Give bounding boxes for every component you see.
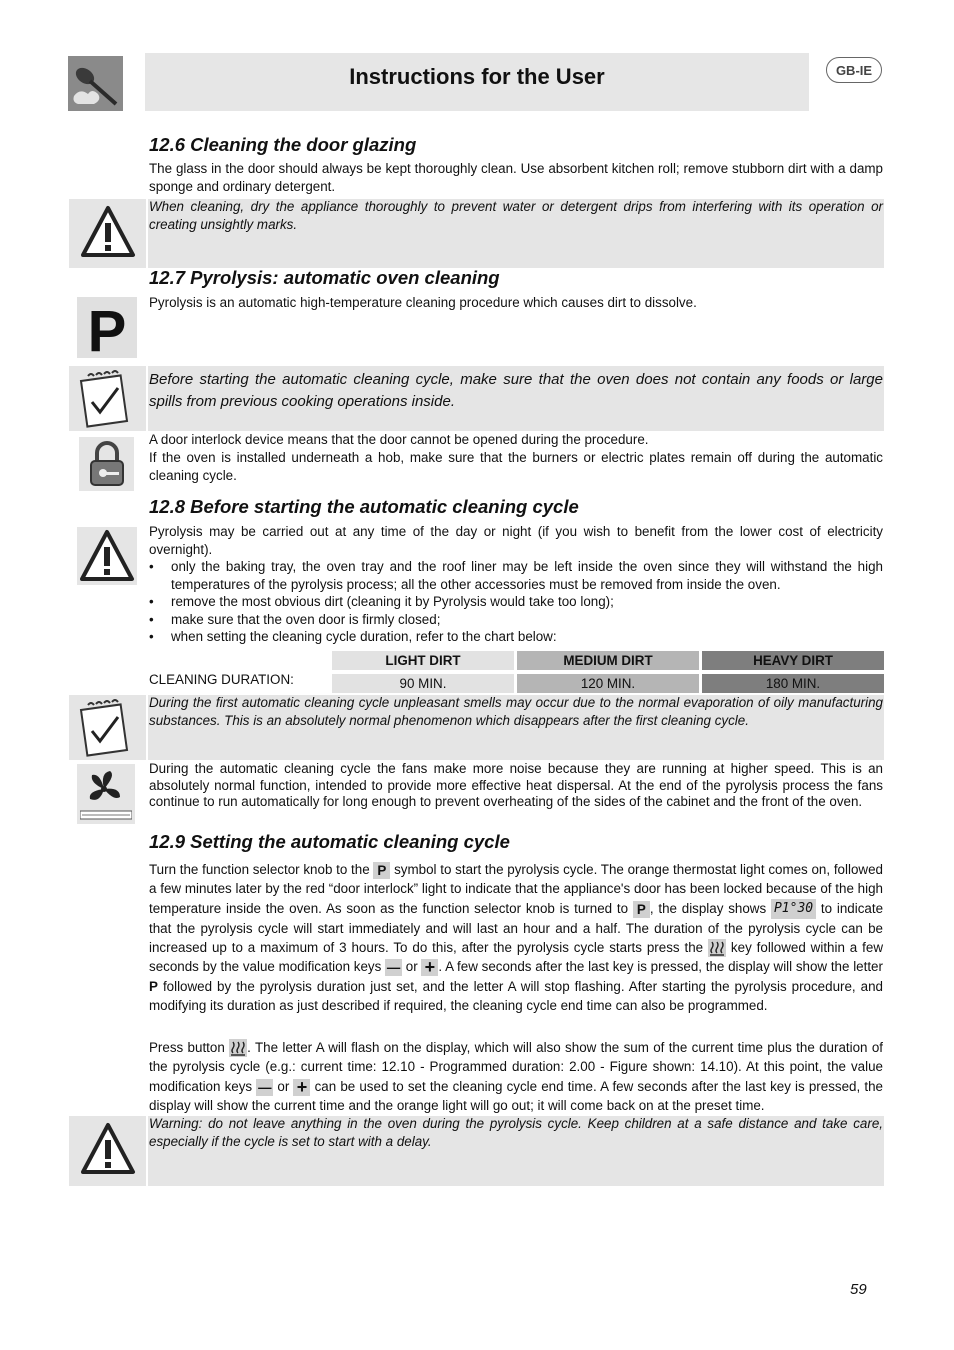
minus-key-icon: — <box>386 960 401 976</box>
warning-text-door-glazing: When cleaning, dry the appliance thoroughly to prevent water or detergent drips from interfering with its operation or creating unsightly marks. <box>149 199 883 232</box>
text-run: , the display shows <box>649 900 767 916</box>
note-icon-box <box>69 695 146 760</box>
preparation-list <box>149 558 883 646</box>
pyrolysis-heat-key-icon <box>708 939 726 957</box>
warning-icon-box <box>69 1116 146 1186</box>
list-item: • only the baking tray, the oven tray and the roof liner may be left inside the oven since they will withstand the high temperatures of the pyrolysis process; all the other accessories must be removed from inside the oven. <box>149 558 883 593</box>
list-item: • make sure that the oven door is firmly closed; <box>149 611 883 629</box>
table-row-label: CLEANING DURATION: <box>149 672 294 687</box>
paragraph-hob-warning: If the oven is installed underneath a hob, make sure that the burners or electric plates remain off during the automatic cleaning cycle. <box>149 450 883 483</box>
svg-text:P: P <box>87 299 127 358</box>
notepad-check-icon <box>78 370 134 428</box>
list-item: • remove the most obvious dirt (cleaning it by Pyrolysis would take too long); <box>149 593 883 611</box>
text-run: to indicate that the pyrolysis cycle will start immediately and will last an hour and a half. The duration of the pyrolysis cycle can be increased up to a maximum of 3 hours. To do this, after the pyrolysis cycle starts press the <box>149 900 884 955</box>
pyrolysis-p-icon <box>77 297 137 358</box>
warning-triangle-icon <box>80 1122 136 1176</box>
fan-icon <box>80 767 132 821</box>
list-item: • when setting the cleaning cycle duration, refer to the chart below: <box>149 628 883 646</box>
paragraph-fan-noise: During the automatic cleaning cycle the fans make more noise because they are running at higher speed. This is an absolutely normal function, intended to provide more effective heat dispersal. At the end of the pyrolysis process the fans continue to run automatically for long enough to prevent overheating of the sides of the cabinet and the front of the oven. <box>149 761 883 809</box>
note-text-before-cycle: Before starting the automatic cleaning cycle, make sure that the oven does not contain any foods or large spills from previous cooking operations inside. <box>149 371 883 410</box>
chef-spoon-icon <box>68 56 123 111</box>
table-header-heavy-dirt: HEAVY DIRT <box>702 651 884 670</box>
warning-icon-box <box>77 527 137 585</box>
brand-logo <box>68 56 123 111</box>
text-run: or <box>277 1078 290 1094</box>
note-icon-box <box>69 366 146 431</box>
lock-icon-box <box>79 437 134 491</box>
text-run: . The letter A will flash on the display, which will also show the sum of the current time plus the duration of the pyrolysis cycle (e.g.: current time: 12.10 - Programmed duration: 2.00 - Figure shown: 14.10). At this point, the value modification keys <box>149 1040 883 1094</box>
table-cell-light-dirt: 90 MIN. <box>332 674 514 693</box>
paragraph-door-glazing: The glass in the door should always be kept thoroughly clean. Use absorbent kitchen roll; remove stubborn dirt with a damp sponge and ordinary detergent. <box>149 161 883 194</box>
text-run: . A few seconds after the last key is pressed, the display will show the letter <box>438 959 883 975</box>
note-text-first-cycle: During the first automatic cleaning cycle unpleasant smells may occur due to the normal evaporation of oily manufacturing substances. This is an absolutely normal phenomenon which disappears after the first cleaning cycle. <box>149 695 883 728</box>
section-heading-12-9: 12.9 Setting the automatic cleaning cycle <box>149 831 510 852</box>
plus-key-icon: + <box>293 1079 310 1096</box>
section-heading-12-7: 12.7 Pyrolysis: automatic oven cleaning <box>149 267 500 288</box>
warning-icon-box <box>69 199 146 268</box>
table-cell-medium-dirt: 120 MIN. <box>517 674 699 693</box>
page-title: Instructions for the User <box>349 64 605 89</box>
letter-p: P <box>149 978 158 994</box>
paragraph-door-interlock: A door interlock device means that the door cannot be opened during the procedure. <box>149 432 649 447</box>
text-run: Press button <box>149 1040 225 1055</box>
text-run: Turn the function selector knob to the <box>149 862 370 877</box>
pyrolysis-heat-key-icon <box>229 1039 247 1057</box>
table-header-light-dirt: LIGHT DIRT <box>332 651 514 670</box>
paragraph-setting-cycle <box>149 860 883 1015</box>
paragraph-pyrolysis-intro: Pyrolysis is an automatic high-temperature cleaning procedure which causes dirt to dissolve. <box>149 295 697 310</box>
warning-text-pyrolysis: Warning: do not leave anything in the oven during the pyrolysis cycle. Keep children at a safe distance and take care, especially if the cycle is set to start with a delay. <box>149 1116 883 1149</box>
text-run: symbol to start the pyrolysis cycle. The orange thermostat light comes on, followed a few minutes later by the red “door interlock” light to indicate that the appliance's door has been locked because of the high temperature inside the oven. As soon as the function selector knob is turned to <box>149 862 883 916</box>
text-run: or <box>405 959 418 975</box>
paragraph-pyrolysis-timing: Pyrolysis may be carried out at any time of the day or night (if you wish to benefit from the lower cost of electricity overnight). <box>149 524 883 557</box>
table-cell-heavy-dirt: 180 MIN. <box>702 674 884 693</box>
padlock-key-icon <box>87 441 127 487</box>
section-heading-12-8: 12.8 Before starting the automatic cleaning cycle <box>149 496 579 517</box>
notepad-check-icon <box>78 699 134 757</box>
pyrolysis-p-icon: P <box>373 862 390 879</box>
pyrolysis-symbol-box <box>77 297 137 358</box>
text-run: followed by the pyrolysis duration just set, and the letter A will stop flashing. After starting the pyrolysis procedure, and modifying its duration as just described if required, the cleaning cycle end time can also be programmed. <box>149 978 883 1014</box>
minus-key-icon: — <box>258 1079 272 1095</box>
warning-triangle-icon <box>80 205 136 259</box>
section-heading-12-6: 12.6 Cleaning the door glazing <box>149 134 417 155</box>
language-badge: GB-IE <box>826 57 882 83</box>
table-header-medium-dirt: MEDIUM DIRT <box>517 651 699 670</box>
pyrolysis-p-icon: P <box>633 901 650 918</box>
text-run: can be used to set the cleaning cycle end time. A few seconds after the last key is pressed, the display will show the current time and the orange light will go out; it will come back on at the preset time. <box>149 1078 883 1114</box>
page-number: 59 <box>850 1281 867 1298</box>
fan-icon-box <box>77 764 135 824</box>
text-run: key followed within a few seconds by the value modification keys <box>149 939 883 975</box>
plus-key-icon: + <box>421 959 438 976</box>
warning-triangle-icon <box>79 529 135 583</box>
paragraph-end-time <box>149 1038 883 1115</box>
display-readout: P1°30 <box>771 899 816 918</box>
